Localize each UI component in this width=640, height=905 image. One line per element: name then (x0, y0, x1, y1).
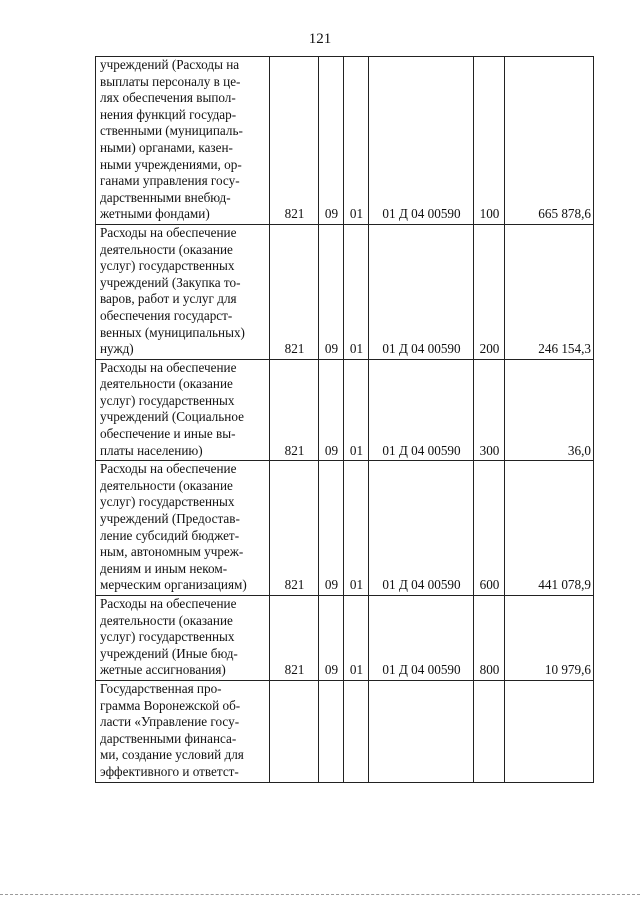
description-line: деятельности (оказание (100, 477, 233, 493)
section-code-cell: 09 (319, 57, 344, 225)
amount-cell: 10 979,6 (505, 596, 594, 681)
description-line: услуг) государственных (100, 258, 235, 274)
description-line: услуг) государственных (100, 392, 235, 408)
description-cell (96, 461, 270, 596)
subsection-code-cell: 01 (344, 359, 369, 461)
description-line: ление субсидий бюджет- (100, 527, 240, 543)
description-line: обеспечение и иные вы- (100, 426, 236, 442)
amount-cell: 246 154,3 (505, 224, 594, 359)
budget-table (95, 56, 594, 783)
description-line: учреждений (Предостав- (100, 511, 240, 527)
description-line: учреждений (Расходы на (100, 57, 240, 72)
description-line: ственными (муниципаль- (100, 123, 243, 139)
amount-cell: 441 078,9 (505, 461, 594, 596)
subsection-code-cell: 01 (344, 57, 369, 225)
expense-type-cell: 200 (474, 224, 505, 359)
description-line: ными) органами, казен- (100, 139, 233, 155)
subsection-code-cell: 01 (344, 461, 369, 596)
subsection-code-cell: 01 (344, 224, 369, 359)
table-row (96, 680, 594, 782)
section-code-cell: 09 (319, 461, 344, 596)
ministry-code-cell: 821 (270, 596, 319, 681)
target-article-cell: 01 Д 04 00590 (369, 461, 474, 596)
section-code-cell (319, 680, 344, 782)
description-line: ным, автономным учреж- (100, 544, 244, 560)
description-line: жетные ассигнования) (100, 662, 226, 678)
description-line: услуг) государственных (100, 494, 235, 510)
target-article-cell: 01 Д 04 00590 (369, 57, 474, 225)
description-line: варов, работ и услуг для (100, 291, 237, 307)
expense-type-cell: 300 (474, 359, 505, 461)
ministry-code-cell: 821 (270, 461, 319, 596)
description-line: Расходы на обеспечение (100, 596, 237, 611)
bottom-rule (0, 894, 640, 895)
description-cell (96, 57, 270, 225)
table-row (96, 596, 594, 681)
description-line: Государственная про- (100, 680, 222, 696)
description-line: выплаты персоналу в це- (100, 73, 241, 89)
description-line: дарственными финанса- (100, 730, 237, 746)
description-line: эффективного и ответст- (100, 763, 239, 779)
subsection-code-cell (344, 680, 369, 782)
description-line: деятельности (оказание (100, 376, 233, 392)
amount-cell: 36,0 (505, 359, 594, 461)
expense-type-cell: 800 (474, 596, 505, 681)
description-line: обеспечения государст- (100, 307, 233, 323)
section-code-cell: 09 (319, 224, 344, 359)
description-cell (96, 596, 270, 681)
subsection-code-cell: 01 (344, 596, 369, 681)
description-line: учреждений (Закупка то- (100, 274, 241, 290)
ministry-code-cell (270, 680, 319, 782)
description-line: нужд) (100, 341, 134, 357)
description-line: платы населению) (100, 442, 203, 458)
amount-cell: 665 878,6 (505, 57, 594, 225)
table-row (96, 461, 594, 596)
description-line: учреждений (Иные бюд- (100, 645, 238, 661)
description-line: услуг) государственных (100, 629, 235, 645)
description-line: лях обеспечения выпол- (100, 90, 236, 106)
description-line: Расходы на обеспечение (100, 461, 237, 477)
page-number: 121 (308, 31, 332, 47)
target-article-cell: 01 Д 04 00590 (369, 224, 474, 359)
ministry-code-cell: 821 (270, 224, 319, 359)
expense-type-cell: 600 (474, 461, 505, 596)
description-cell (96, 224, 270, 359)
description-line: венных (муниципальных) (100, 324, 245, 340)
description-line: деятельности (оказание (100, 241, 233, 257)
table-row (96, 224, 594, 359)
expense-type-cell (474, 680, 505, 782)
description-line: деятельности (оказание (100, 612, 233, 628)
table-row (96, 57, 594, 225)
ministry-code-cell: 821 (270, 57, 319, 225)
description-line: ми, создание условий для (100, 747, 244, 763)
ministry-code-cell: 821 (270, 359, 319, 461)
description-line: Расходы на обеспечение (100, 359, 237, 375)
amount-cell (505, 680, 594, 782)
description-line: ными учреждениями, ор- (100, 156, 242, 172)
description-line: Расходы на обеспечение (100, 224, 237, 240)
description-cell (96, 359, 270, 461)
description-line: дарственными внебюд- (100, 189, 231, 205)
description-line: ганами управления госу- (100, 173, 240, 189)
target-article-cell: 01 Д 04 00590 (369, 359, 474, 461)
description-line: жетными фондами) (100, 206, 210, 222)
expense-type-cell: 100 (474, 57, 505, 225)
description-line: мерческим организациям) (100, 577, 247, 593)
table-body (96, 57, 594, 783)
description-line: ласти «Управление госу- (100, 714, 240, 730)
description-cell (96, 680, 270, 782)
target-article-cell: 01 Д 04 00590 (369, 596, 474, 681)
section-code-cell: 09 (319, 359, 344, 461)
description-line: грамма Воронежской об- (100, 697, 241, 713)
description-line: нения функций государ- (100, 106, 237, 122)
section-code-cell: 09 (319, 596, 344, 681)
target-article-cell (369, 680, 474, 782)
description-line: учреждений (Социальное (100, 409, 244, 425)
table-row (96, 359, 594, 461)
description-line: дениям и иным неком- (100, 560, 228, 576)
